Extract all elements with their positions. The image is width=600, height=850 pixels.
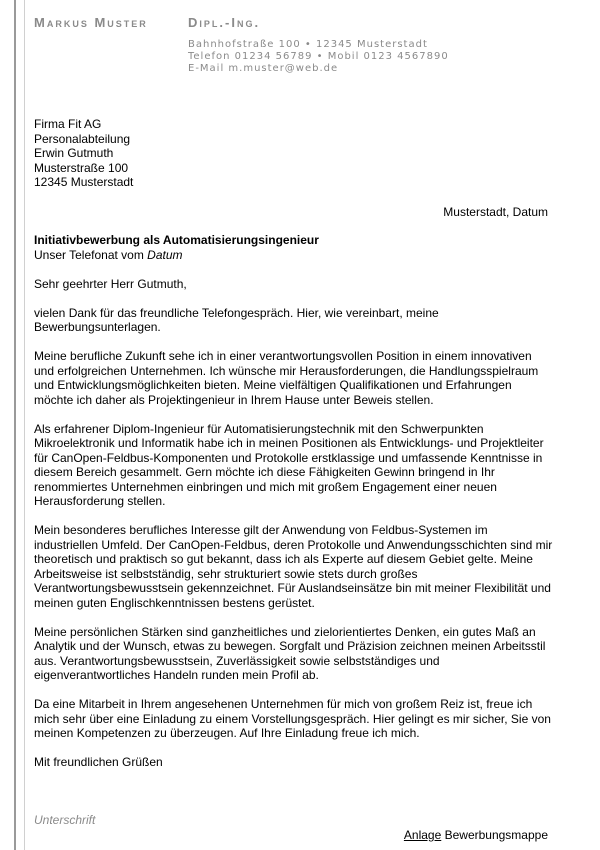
paragraph-6: Da eine Mitarbeit in Ihrem angesehenen Unternehmen für mich von großem Reiz ist, freue ich mich sehr über eine Einladung zu einem Vorstellungsgespräch. Hier gelingt es mir sicher, Sie von meinen Kompetenzen zu überzeugen. Auf Ihre Einladung freue ich mich. — [34, 697, 551, 740]
left-margin-rule — [14, 0, 16, 850]
recipient-city: 12345 Musterstadt — [34, 175, 134, 189]
signature-placeholder: Unterschrift — [34, 813, 96, 827]
reference-line — [34, 248, 183, 262]
subject-block — [34, 233, 554, 262]
paragraph-3: Als erfahrener Diplom-Ingenieur für Automatisierungstechnik mit den Schwerpunkten Mikroelektronik und Informatik habe ich in meinen Positionen als Entwicklungs- und Projektleiter für CanOpen-Feldbus-Komponenten und Protokolle erstklassige und umfassende Kenntnisse in diesem Bereich gesammelt. Gern möchte ich diese Fähigkeiten Gewinn bringend in Ihr renommiertes Unternehmen einbringen und mich mit großem Engagement einer neuen Herausforderung stellen. — [34, 421, 544, 508]
recipient-street: Musterstraße 100 — [34, 160, 129, 175]
left-margin-rule-thin — [24, 0, 25, 850]
enclosure-line — [404, 828, 548, 842]
recipient-department: Personalabteilung — [34, 131, 131, 146]
paragraph-2: Meine berufliche Zukunft sehe ich in einer verantwortungsvollen Position in einem innovativen und erfolgreichen Unternehmen. Ich wünsche mir Herausforderungen, die Handlungsspielraum und Entwicklungsmöglichkeiten bieten. Meine vielfältigen Qualifikationen und Erfahrungen möchte ich daher als Projektingenieur in Ihrem Hause unter Beweis stellen. — [34, 349, 539, 407]
paragraph-1: vielen Dank für das freundliche Telefongespräch. Hier, wie vereinbart, meine Bewerbungsunterlagen. — [34, 305, 439, 334]
paragraph-4: Mein besonderes berufliches Interesse gilt der Anwendung von Feldbus-Systemen im industriellen Umfeld. Der CanOpen-Feldbus, deren Protokolle und Anwendungsschichten sind mir theoretisch und praktisch so gut bekannt, dass ich als Experte auf diesem Gebiet gelte. Meine Arbeitsweise ist selbstständig, sehr strukturiert sowie stets durch großes Verantwortungsbewusstsein gekennzeichnet. Für Auslandseinsätze bin mit meiner Flexibilität und meinen guten Englischkenntnissen bestens gerüstet. — [34, 523, 553, 610]
salutation: Sehr geehrter Herr Gutmuth, — [34, 276, 187, 291]
reference-prefix: Unser Telefonat vom — [34, 247, 148, 262]
recipient-address — [34, 117, 133, 190]
paragraph-5: Meine persönlichen Stärken sind ganzheitliches und zielorientiertes Denken, ein gutes Maß an Analytik und der Wunsch, etwas zu bewegen. Sorgfalt und Präzision zeichnen meinen Arbeitsstil aus. Verantwortungsbewusstsein, Zuverlässigkeit sowie selbstständiges und eigenverantwortliches Handeln runden mein Profil ab. — [34, 624, 546, 682]
sender-name: Markus Muster — [34, 15, 148, 30]
sender-phone: Telefon 01234 56789 • Mobil 0123 4567890 — [188, 51, 449, 62]
recipient-person: Erwin Gutmuth — [34, 146, 114, 160]
closing: Mit freundlichen Grüßen — [34, 755, 163, 769]
sender-contact — [188, 39, 449, 75]
sender-email: E-Mail m.muster@web.de — [188, 63, 339, 74]
letter-body — [34, 233, 554, 784]
reference-date: Datum — [147, 247, 183, 262]
subject-line: Initiativbewerbung als Automatisierungsingenieur — [34, 233, 319, 247]
enclosure-text: Bewerbungsmappe — [441, 828, 548, 842]
enclosure-label: Anlage — [403, 828, 442, 842]
recipient-company: Firma Fit AG — [34, 117, 102, 131]
sender-address: Bahnhofstraße 100 • 12345 Musterstadt — [188, 39, 428, 50]
date-line: Musterstadt, Datum — [443, 205, 548, 219]
sender-title: Dipl.-Ing. — [188, 15, 261, 30]
